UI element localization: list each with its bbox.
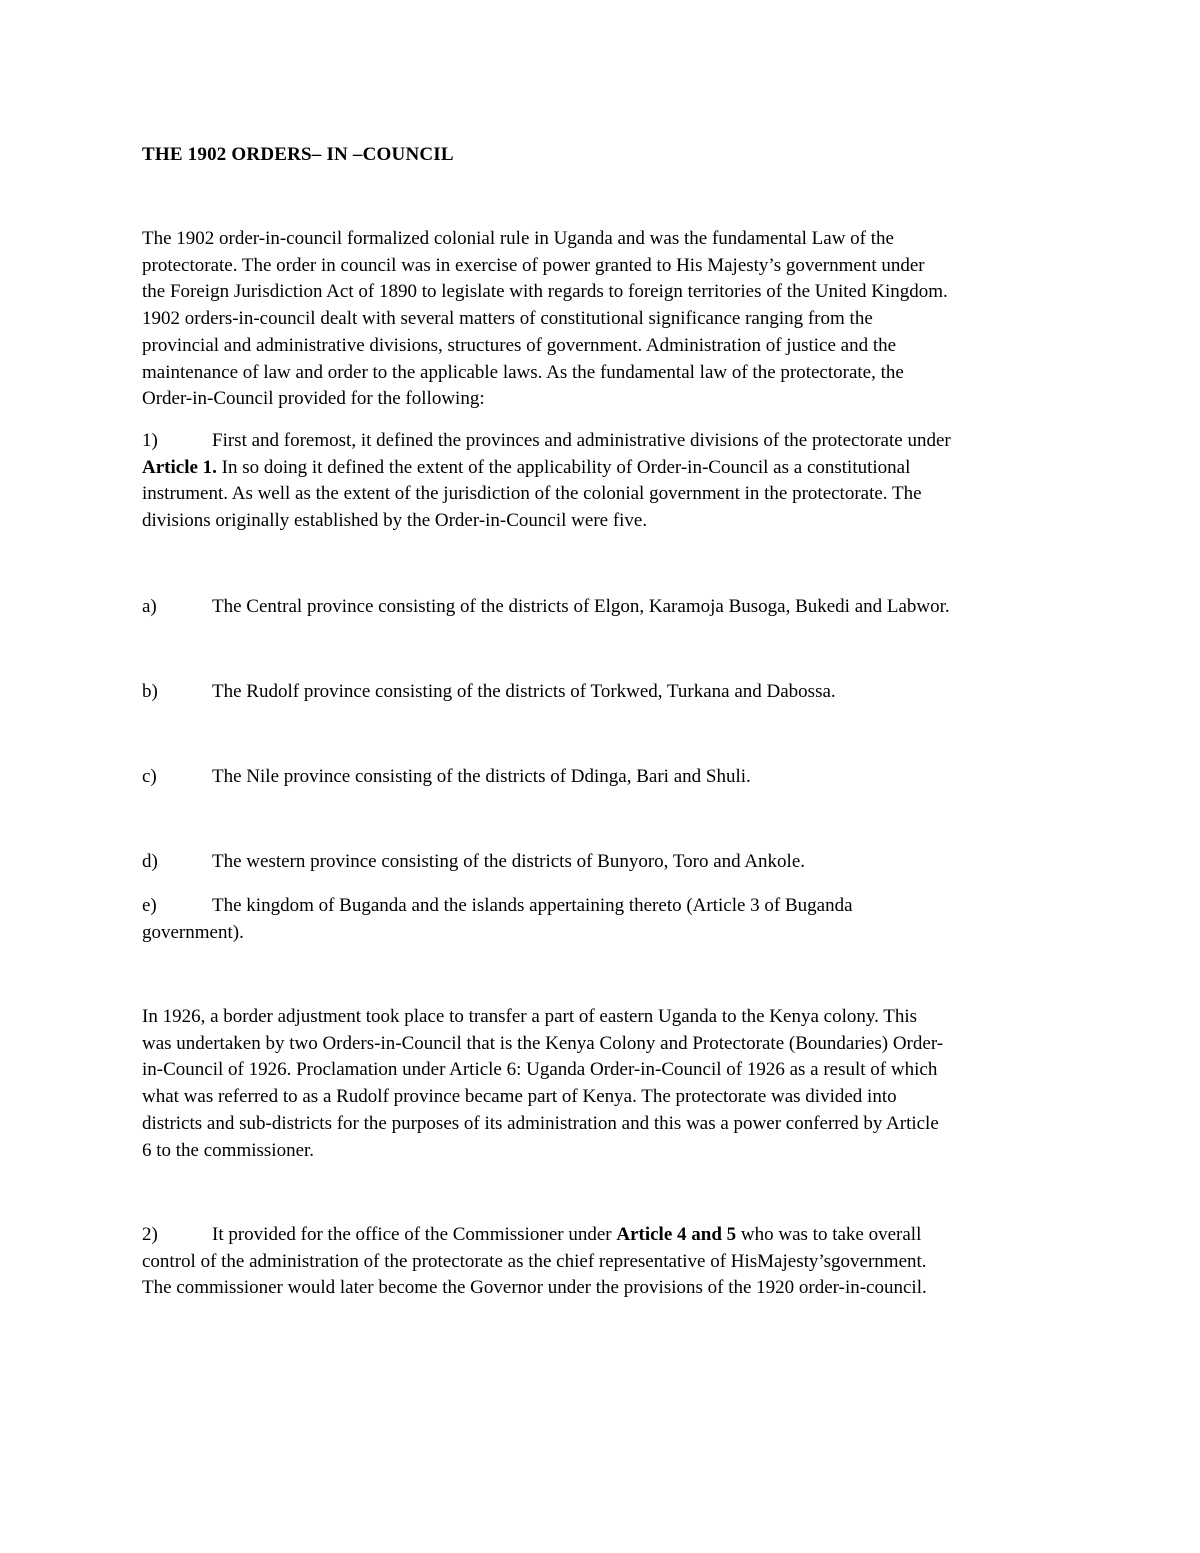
- text-line: districts and sub-districts for the purposes of its administration and this was a power conferred by Article: [142, 1112, 939, 1134]
- list-marker: e): [142, 895, 157, 916]
- province-text: The Nile province consisting of the districts of Ddinga, Bari and Shuli.: [212, 766, 751, 787]
- text-run: In so doing it defined the extent of the applicability of Order-in-Council as a constitutional: [216, 456, 911, 478]
- list-marker: d): [142, 851, 158, 872]
- province-text: The Rudolf province consisting of the districts of Torkwed, Turkana and Dabossa.: [212, 681, 836, 702]
- province-item-b: [142, 679, 1062, 706]
- list-marker: 2): [142, 1224, 158, 1245]
- province-text: The Central province consisting of the districts of Elgon, Karamoja Busoga, Bukedi and Labwor.: [212, 596, 950, 617]
- article-reference: Article 1.: [142, 456, 217, 478]
- point-1-first-line: [142, 428, 1062, 455]
- text-line: what was referred to as a Rudolf province became part of Kenya. The protectorate was divided into: [142, 1086, 897, 1108]
- province-text: The western province consisting of the districts of Bunyoro, Toro and Ankole.: [212, 851, 806, 872]
- text-line: provincial and administrative divisions, structures of government. Administration of justice and the: [142, 334, 897, 356]
- text-line: control of the administration of the protectorate as the chief representative of HisMajesty’sgovernment.: [142, 1250, 927, 1272]
- text-line: government).: [142, 921, 244, 943]
- province-item-e: [142, 893, 1062, 946]
- list-marker: a): [142, 596, 157, 617]
- document-title: THE 1902 ORDERS– IN –COUNCIL: [142, 144, 454, 165]
- list-marker: 1): [142, 430, 158, 451]
- text-line: In 1926, a border adjustment took place to transfer a part of eastern Uganda to the Kenya colony. This: [142, 1006, 918, 1027]
- text-line: 1902 orders-in-council dealt with several matters of constitutional significance ranging from the: [142, 308, 873, 330]
- article-reference: Article 4 and 5: [616, 1224, 737, 1245]
- border-adjustment-paragraph: [142, 1004, 1062, 1164]
- point-2-first-line: [142, 1222, 1062, 1249]
- list-marker: b): [142, 681, 158, 702]
- text-run: who was to take overall: [736, 1224, 922, 1245]
- text-line: in-Council of 1926. Proclamation under Article 6: Uganda Order-in-Council of 1926 as a result of which: [142, 1059, 938, 1081]
- text-line: Order-in-Council provided for the following:: [142, 388, 485, 410]
- point-1-second-line: [142, 455, 1062, 482]
- text-line: The 1902 order-in-council formalized colonial rule in Uganda and was the fundamental Law of the: [142, 228, 894, 249]
- text-line: divisions originally established by the Order-in-Council were five.: [142, 510, 648, 532]
- text-line: maintenance of law and order to the applicable laws. As the fundamental law of the protectorate, the: [142, 361, 904, 383]
- point-1-paragraph: [142, 428, 1062, 535]
- text-run: First and foremost, it defined the provinces and administrative divisions of the protectorate under: [212, 430, 951, 451]
- text-line: was undertaken by two Orders-in-Council that is the Kenya Colony and Protectorate (Boundaries) Order-: [142, 1032, 944, 1054]
- point-2-paragraph: [142, 1222, 1062, 1302]
- text-run: It provided for the office of the Commissioner under: [212, 1224, 617, 1245]
- text-line: The commissioner would later become the Governor under the provisions of the 1920 order-in-council.: [142, 1277, 927, 1299]
- text-run: The kingdom of Buganda and the islands appertaining thereto (Article 3 of Buganda: [212, 895, 853, 916]
- text-line: protectorate. The order in council was in exercise of power granted to His Majesty’s government under: [142, 254, 925, 276]
- text-line: the Foreign Jurisdiction Act of 1890 to legislate with regards to foreign territories of the United Kingdom.: [142, 281, 948, 303]
- province-item-c: [142, 764, 1062, 791]
- list-marker: c): [142, 766, 157, 787]
- province-e-first-line: [142, 893, 1062, 920]
- province-item-a: [142, 594, 1062, 621]
- intro-paragraph: [142, 226, 1062, 413]
- text-line: instrument. As well as the extent of the jurisdiction of the colonial government in the protectorate. The: [142, 483, 922, 505]
- text-line: 6 to the commissioner.: [142, 1139, 315, 1161]
- province-item-d: [142, 849, 1062, 876]
